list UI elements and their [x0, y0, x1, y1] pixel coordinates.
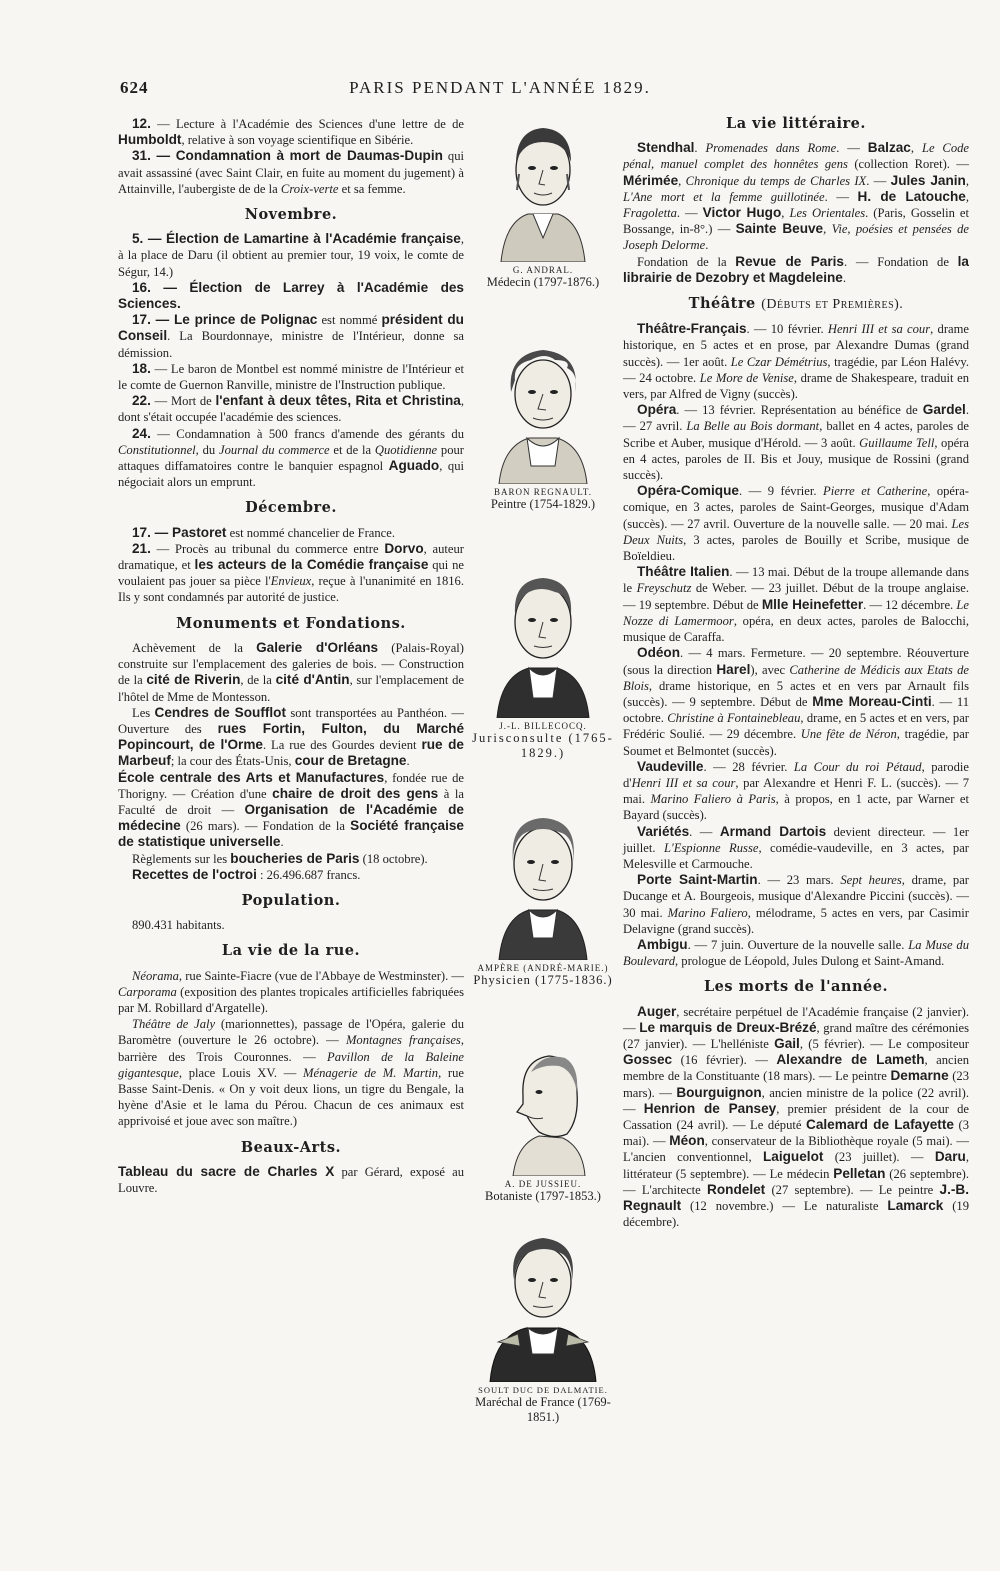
entry-item: 17. — Pastoret est nommé chancelier de France.: [132, 524, 395, 540]
paragraph: Ambigu. — 7 juin. Ouverture de la nouvelle salle. La Muse du Boulevard, prologue de Léopold, Jules Dulong et Saint-Amand.: [623, 936, 969, 969]
engraved-portrait: [483, 112, 603, 262]
engraved-portrait: [483, 334, 603, 484]
entry-item: 17. — Le prince de Polignac est nommé président du Conseil. La Bourdonnaye, ministre de l'Intérieur, donne sa démission.: [118, 312, 464, 360]
entry-item: 16. — Élection de Larrey à l'Académie des Sciences.: [118, 279, 464, 312]
section-title-population: Population.: [241, 891, 341, 909]
paragraph: Variétés. — Armand Dartois devient directeur. — 1er juillet. L'Espionne Russe, comédie-vaudeville, en 3 actes, par Melesville et Carmouche.: [623, 823, 969, 871]
portrait-regnault: [466, 334, 620, 512]
portrait-name: J.-L. BILLECOCQ.: [499, 721, 587, 731]
portrait-soult: [466, 1222, 620, 1425]
section-subtitle: (Débuts et Premières).: [761, 297, 904, 313]
page-title: PARIS PENDANT L'ANNÉE 1829.: [349, 78, 651, 97]
paragraph: 890.431 habitants.: [132, 918, 225, 933]
paragraph: Recettes de l'octroi : 26.496.687 francs.: [132, 866, 361, 882]
left-column: [118, 116, 464, 1196]
portrait-role: Maréchal de France (1769-1851.): [475, 1395, 611, 1424]
paragraph: Tableau du sacre de Charles X par Gérard, exposé au Louvre.: [118, 1163, 464, 1195]
portrait-role: Médecin (1797-1876.): [486, 275, 600, 289]
portrait-role: Botaniste (1797-1853.): [485, 1189, 601, 1203]
engraved-portrait: [483, 802, 603, 960]
page-number: 624: [120, 78, 149, 97]
page-header: [120, 78, 880, 104]
section-title-decembre: Décembre.: [245, 499, 337, 517]
portrait-name: SOULT DUC DE DALMATIE.: [478, 1385, 608, 1395]
portrait-role: Physicien (1775-1836.): [473, 973, 613, 987]
paragraph: Opéra-Comique. — 9 février. Pierre et Catherine, opéra-comique, en 3 actes, paroles de Saint-Georges, musique d'Adam (succès). — 27 avril. Ouverture de la nouvelle salle. — 20 mai. Les Deux Nuits, 3 actes, paroles de Bouilly et Scribe, musique de Boïeldieu.: [623, 483, 969, 564]
entry-item: 31. — Condamnation à mort de Daumas-Dupin qui avait assassiné (avec Saint Clair, en fuite au moment du jugement) à Attainville, l'aubergiste de de la Croix-verte et sa femme.: [118, 148, 464, 196]
paragraph: Porte Saint-Martin. — 23 mars. Sept heures, drame, par Ducange et A. Bourgeois, musique d'Alexandre Piccini (succès). — 30 mai. Marino Faliero, mélodrame, 5 actes en vers, par Casimir Delavigne (grand succès).: [623, 872, 970, 936]
paragraph: Vaudeville. — 28 février. La Cour du roi Pétaud, parodie d'Henri III et sa cour, par Alexandre et Henri F. L. (succès). — 7 mai. Marino Faliero à Paris, à propos, en 1 acte, par Warner et Bayard (succès).: [623, 758, 970, 823]
portrait-billecocq: [466, 558, 620, 761]
engraved-portrait: [478, 1222, 608, 1382]
entry-item: 22. — Mort de l'enfant à deux têtes, Rita et Christina, dont s'était occupée l'académie des sciences.: [118, 393, 464, 425]
paragraph: Stendhal. Promenades dans Rome. — Balzac, Le Code pénal, manuel complet des honnêtes gens (collection Roret). — Mérimée, Chronique du temps de Charles IX. — Jules Janin, L'Ane mort et la femme guillotinée. — H. de Latouche, Fragoletta. — Victor Hugo, Les Orientales. (Paris, Gosselin et Bossange, in-8°.) — Sainte Beuve, Vie, poésies et pensées de Joseph Delorme.: [623, 140, 970, 253]
portrait-name: A. DE JUSSIEU.: [504, 1179, 582, 1189]
paragraph: Théâtre Italien. — 13 mai. Début de la troupe allemande dans le Freyschutz de Weber. — 23 juillet. Début de la troupe anglaise. — 19 septembre. Début de Mlle Heinefetter. — 12 décembre. Le Nozze di Lamermoor, opéra, en deux actes, paroles de Balocchi, musique de Caraffa.: [623, 564, 969, 645]
section-title-beaux-arts: Beaux-Arts.: [240, 1138, 342, 1156]
paragraph: Théâtre-Français. — 10 février. Henri III et sa cour, drame historique, en 5 actes et en prose, par Alexandre Dumas (grand succès). — 1er août. Le Czar Démétrius, tragédie, par Léon Halévy. — 24 octobre. Le More de Venise, drame de Shakespeare, traduit en vers, par Alfred de Vigny (succès).: [623, 321, 969, 402]
portrait-name: AMPÈRE (ANDRÉ-MARIE.): [477, 963, 609, 973]
portrait-jussieu: [466, 1036, 620, 1204]
engraved-portrait: [483, 1036, 603, 1176]
entry-item: 21. — Procès au tribunal du commerce entre Dorvo, auteur dramatique, et les acteurs de la Comédie française qui ne voulaient pas jouer sa pièce l'Envieux, reçue à l'unanimité en 1816. Ils y sont condamnés par autorité de justice.: [118, 540, 465, 605]
paragraph: Odéon. — 4 mars. Fermeture. — 20 septembre. Réouverture (sous la direction Harel), avec Catherine de Médicis aux Etats de Blois, drame historique, en 5 actes et en vers par Arnault fils (succès). — 9 septembre. Début de Mme Moreau-Cinti. — 11 octobre. Christine à Fontainebleau, drame, en 5 actes et en vers, par Frédéric Soulié. — 29 décembre. Une fête de Néron, tragédie, par Soumet et Belmontet (succès).: [623, 645, 969, 758]
section-title-theatre: Théâtre (Débuts et Premières).: [688, 295, 904, 313]
paragraph: École centrale des Arts et Manufactures, fondée rue de Thorigny. — Création d'une chaire de droit des gens à la Faculté de droit — Organisation de l'Académie de médecine (26 mars). — Fondation de la Société française de statistique universelle.: [118, 769, 464, 850]
section-title-litteraire: La vie littéraire.: [726, 115, 866, 132]
portrait-name: BARON REGNAULT.: [493, 487, 592, 497]
paragraph: Règlements sur les boucheries de Paris (18 octobre).: [132, 850, 428, 866]
entry-item: 24. — Condamnation à 500 francs d'amende des gérants du Constitutionnel, du Journal du commerce et de la Quotidienne pour attaques diffamatoires contre le banquier espagnol Aguado, qui négociait alors un emprunt.: [118, 425, 464, 490]
engraved-portrait: [483, 558, 603, 718]
paragraph: Les Cendres de Soufflot sont transportées au Panthéon. — Ouverture des rues Fortin, Fulton, du Marché Popincourt, de l'Orme. La rue des Gourdes devient rue de Marbeuf; la cour des États-Unis, cour de Bretagne.: [118, 704, 464, 769]
paragraph: Néorama, rue Sainte-Fiacre (vue de l'Abbaye de Westminster). — Carporama (exposition des plantes tropicales artificielles fabriquées par M. Robillard d'Argatelle).: [118, 968, 464, 1015]
right-column: [623, 116, 969, 1230]
section-title-rue: La vie de la rue.: [221, 942, 361, 960]
paragraph: Théâtre de Jaly (marionnettes), passage de l'Opéra, galerie du Baromètre (ouverture le 26 octobre). — Montagnes françaises, barrière des Trois Couronnes. — Pavillon de la Baleine gigantesque, place Louis XV. — Ménagerie de M. Martin, rue Basse Saint-Denis. « On y voit deux lions, un tigre du Bengale, la hyène d'Asie et le lama du Pérou. Chacun de ces animaux est apprivoisé et joue avec son maître.): [118, 1017, 464, 1129]
portrait-role: Jurisconsulte (1765-1829.): [472, 731, 614, 760]
paragraph: Opéra. — 13 février. Représentation au bénéfice de Gardel. — 27 avril. La Belle au Bois dormant, ballet en 4 actes, paroles de Scribe et Auber, musique d'Hérold. — 3 août. Guillaume Tell, opéra en 4 actes, paroles de II. Bis et Jouy, musique de Rossini (grand succès).: [623, 402, 969, 483]
portrait-ampere: [466, 802, 620, 988]
portrait-role: Peintre (1754-1829.): [490, 497, 596, 511]
section-title-morts: Les morts de l'année.: [703, 978, 889, 996]
paragraph: Fondation de la Revue de Paris. — Fondation de la librairie de Dezobry et Magdeleine.: [623, 253, 969, 285]
entry-item: 18. — Le baron de Montbel est nommé ministre de l'Intérieur et le comte de Guernon Ranville, ministre de l'Instruction publique.: [118, 360, 464, 393]
section-title-novembre: Novembre.: [244, 206, 338, 224]
paragraph: Auger, secrétaire perpétuel de l'Académie française (2 janvier). — Le marquis de Dreux-Brézé, grand maître des cérémonies (27 janvier). — L'helléniste Gail, (5 février). — Le compositeur Gossec (16 février). — Alexandre de Lameth, ancien membre de la Constituante (18 mars). — Le peintre Demarne (23 mars). — Bourguignon, ancien ministre de la police (22 avril). — Henrion de Pansey, premier président de la cour de Cassation (24 avril). — Le député Calemard de Lafayette (3 mai). — Méon, conservateur de la Bibliothèque royale (5 mai). — L'ancien conventionnel, Laiguelot (23 juillet). — Daru, littérateur (5 septembre). — Le médecin Pelletan (26 septembre). — L'architecte Rondelet (27 septembre). — Le peintre J.-B. Regnault (12 novembre.) — Le naturaliste Lamarck (19 décembre).: [623, 1003, 970, 1230]
section-title-monuments: Monuments et Fondations.: [176, 614, 406, 632]
entry-item: 5. — Élection de Lamartine à l'Académie française, à la place de Daru (il obtient au premier tour, 19 voix, le comte de Ségur, 14.): [118, 231, 464, 279]
portrait-name: G. ANDRAL.: [512, 265, 574, 275]
entry-item: 12. — Lecture à l'Académie des Sciences d'une lettre de de Humboldt, relative à son voyage scientifique en Sibérie.: [118, 116, 464, 148]
portrait-andral: [466, 112, 620, 290]
paragraph: Achèvement de la Galerie d'Orléans (Palais-Royal) construite sur l'emplacement des galeries de bois. — Construction de la cité de Riverin, de la cité d'Antin, sur l'emplacement de l'hôtel de Mme de Montesson.: [118, 639, 465, 704]
